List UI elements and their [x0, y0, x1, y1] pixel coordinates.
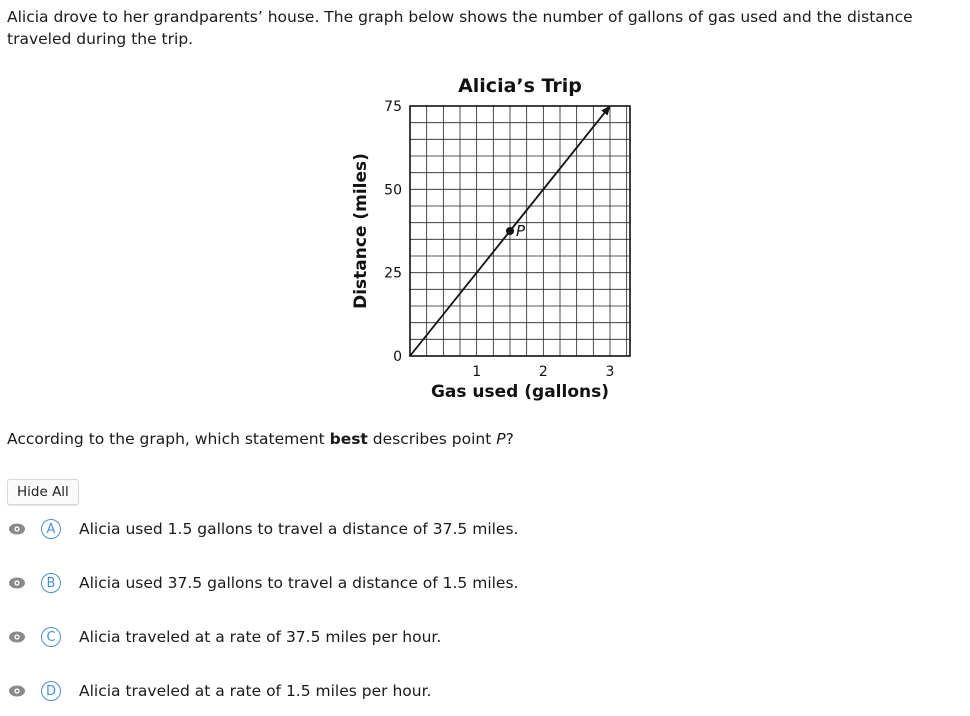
option-letter-c[interactable]: C	[41, 627, 61, 647]
question-prompt	[7, 428, 514, 450]
question-after: ?	[505, 430, 514, 448]
option-letter-d[interactable]: D	[41, 681, 61, 701]
question-italic: P	[496, 430, 506, 448]
eye-icon[interactable]	[8, 522, 26, 536]
option-text-c[interactable]: Alicia traveled at a rate of 37.5 miles per hour.	[79, 628, 442, 646]
chart-title: Alicia’s Trip	[458, 75, 582, 97]
answer-option-d[interactable]	[8, 678, 708, 704]
option-text-b[interactable]: Alicia used 37.5 gallons to travel a distance of 1.5 miles.	[79, 574, 519, 592]
option-text-d[interactable]: Alicia traveled at a rate of 1.5 miles per hour.	[79, 682, 432, 700]
question-before: According to the graph, which statement	[7, 430, 330, 448]
eye-icon[interactable]	[8, 684, 26, 698]
question-middle: describes point	[367, 430, 497, 448]
question-stem: Alicia drove to her grandparents’ house. The graph below shows the number of gallons of gas used and the distance traveled during the trip.	[7, 8, 913, 48]
y-axis-label: Distance (miles)	[351, 153, 371, 309]
x-axis-label: Gas used (gallons)	[430, 382, 610, 402]
chart	[340, 66, 650, 411]
question-bold: best	[329, 430, 368, 448]
x-tick-label: 3	[605, 364, 615, 380]
answer-option-c[interactable]	[8, 624, 708, 650]
option-letter-a[interactable]: A	[41, 519, 61, 539]
answer-option-a[interactable]	[8, 516, 708, 542]
y-tick-label: 50	[384, 182, 402, 199]
point-p	[506, 227, 514, 235]
y-tick-label: 75	[384, 99, 402, 115]
option-text-a[interactable]: Alicia used 1.5 gallons to travel a distance of 37.5 miles.	[79, 520, 519, 538]
hide-all-button[interactable]: Hide All	[7, 479, 79, 505]
x-tick-label: 1	[472, 364, 482, 380]
option-letter-b[interactable]: B	[41, 573, 61, 593]
y-tick-label: 0	[393, 349, 402, 365]
x-tick-label: 2	[538, 364, 548, 380]
eye-icon[interactable]	[8, 630, 26, 644]
y-tick-label: 25	[384, 265, 402, 282]
point-label: P	[516, 222, 526, 240]
chart-svg	[340, 66, 650, 411]
answer-option-b[interactable]	[8, 570, 708, 596]
eye-icon[interactable]	[8, 576, 26, 590]
